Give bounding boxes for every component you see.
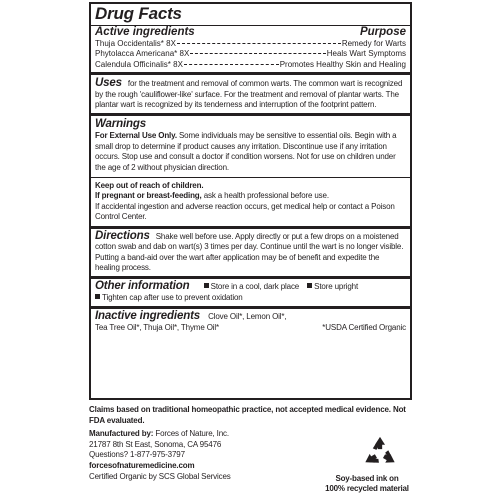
uses-text: for the treatment and removal of common warts. The common wart is recognized by the rough 'cauliflower-like' surface. For the treatment and removal of plantar warts. The plantar wart is recognized by its tenderness and interruption of the footprint pattern. bbox=[95, 79, 403, 110]
questions-phone: Questions? 1-877-975-3797 bbox=[89, 450, 185, 460]
other-item-3: Tighten cap after use to prevent oxidation bbox=[102, 292, 243, 302]
active-ingredient-purpose: Remedy for Warts bbox=[341, 39, 406, 48]
active-row-1 bbox=[95, 39, 406, 49]
uses-heading: Uses bbox=[95, 77, 122, 90]
directions-heading: Directions bbox=[95, 229, 150, 242]
active-ingredient-name: Calendula Officinalis* 8X bbox=[95, 59, 183, 69]
other-information-heading: Other information bbox=[95, 280, 190, 293]
certified-by: Certified Organic by SCS Global Services bbox=[89, 471, 231, 481]
active-ingredients-header bbox=[95, 26, 406, 39]
purpose-heading: Purpose bbox=[359, 26, 406, 38]
active-ingredients-section bbox=[91, 4, 410, 75]
homeopathic-claims: Claims based on traditional homeopathic practice, not accepted medical evidence. Not FDA evaluated. bbox=[89, 405, 406, 425]
leader-dots bbox=[190, 53, 325, 54]
leader-dots bbox=[184, 64, 279, 65]
manufacturer-name: Forces of Nature, Inc. bbox=[155, 429, 229, 439]
recycle-icon bbox=[362, 434, 398, 470]
soy-ink-note bbox=[322, 474, 412, 494]
leader-dots bbox=[177, 43, 341, 44]
drug-facts-panel bbox=[89, 2, 412, 400]
soy-ink-line-2: 100% recycled material bbox=[325, 483, 409, 493]
usda-organic-note: *USDA Certified Organic bbox=[322, 322, 406, 332]
active-ingredient-purpose: Promotes Healthy Skin and Healing bbox=[279, 59, 406, 69]
active-ingredient-name: Phytolacca Americana* 8X bbox=[95, 49, 190, 59]
pregnant-label: If pregnant or breast-feeding, bbox=[95, 191, 202, 201]
ingestion-text: If accidental ingestion and adverse reaction occurs, get medical help or contact a Poison Control Center. bbox=[95, 201, 395, 222]
external-use-text: Some individuals may be sensitive to essential oils. Begin with a small drop to determine if product causes any irritation. Discontinue use if any irritation occurs. Stop use and consult a doctor if condition worsens. Not for use on children under the age of 2 without physician direction. bbox=[95, 131, 397, 172]
warnings-heading: Warnings bbox=[95, 118, 146, 131]
pregnant-text: ask a health professional before use. bbox=[203, 191, 329, 201]
manufactured-label: Manufactured by: bbox=[89, 429, 154, 439]
bullet-square-icon bbox=[307, 283, 312, 288]
inactive-ingredients-heading: Inactive ingredients bbox=[95, 310, 201, 323]
bullet-square-icon bbox=[95, 294, 100, 299]
directions-section bbox=[91, 229, 410, 280]
address: 21787 8th St East, Sonoma, CA 95476 bbox=[89, 439, 222, 449]
divider bbox=[91, 177, 410, 178]
directions-text: Shake well before use. Apply directly or put a few drops on a moistened cotton swab and dab on wart(s) 3 times per day. Continue until the wart is no longer visible. Putting a band-aid over the wart after application may be of benefit and expedite the healing process. bbox=[95, 231, 404, 272]
other-information-section bbox=[91, 279, 410, 309]
active-ingredient-name: Thuja Occidentalis* 8X bbox=[95, 39, 176, 48]
soy-ink-line-1: Soy-based ink on bbox=[335, 474, 399, 483]
bullet-square-icon bbox=[204, 283, 209, 288]
website: forcesofnaturemedicine.com bbox=[89, 460, 195, 470]
other-item-2: Store upright bbox=[314, 282, 359, 292]
active-row-2 bbox=[95, 49, 406, 59]
warnings-section bbox=[91, 116, 410, 228]
uses-section bbox=[91, 75, 410, 116]
active-ingredient-purpose: Heals Wart Symptoms bbox=[326, 49, 406, 59]
pregnant-paragraph bbox=[95, 191, 406, 201]
external-use-label: For External Use Only. bbox=[95, 131, 177, 141]
keep-out-of-reach: Keep out of reach of children. bbox=[95, 181, 204, 191]
active-row-3 bbox=[95, 60, 406, 70]
inactive-ingredients-section bbox=[91, 309, 410, 335]
drug-facts-title: Drug Facts bbox=[91, 4, 410, 26]
active-ingredients-heading: Active ingredients bbox=[95, 26, 195, 38]
inactive-line-1: Clove Oil*, Lemon Oil*, bbox=[208, 312, 287, 322]
external-use-paragraph bbox=[95, 131, 406, 173]
other-item-1: Store in a cool, dark place bbox=[210, 282, 300, 292]
inactive-line-2: Tea Tree Oil*, Thuja Oil*, Thyme Oil* bbox=[95, 322, 219, 332]
